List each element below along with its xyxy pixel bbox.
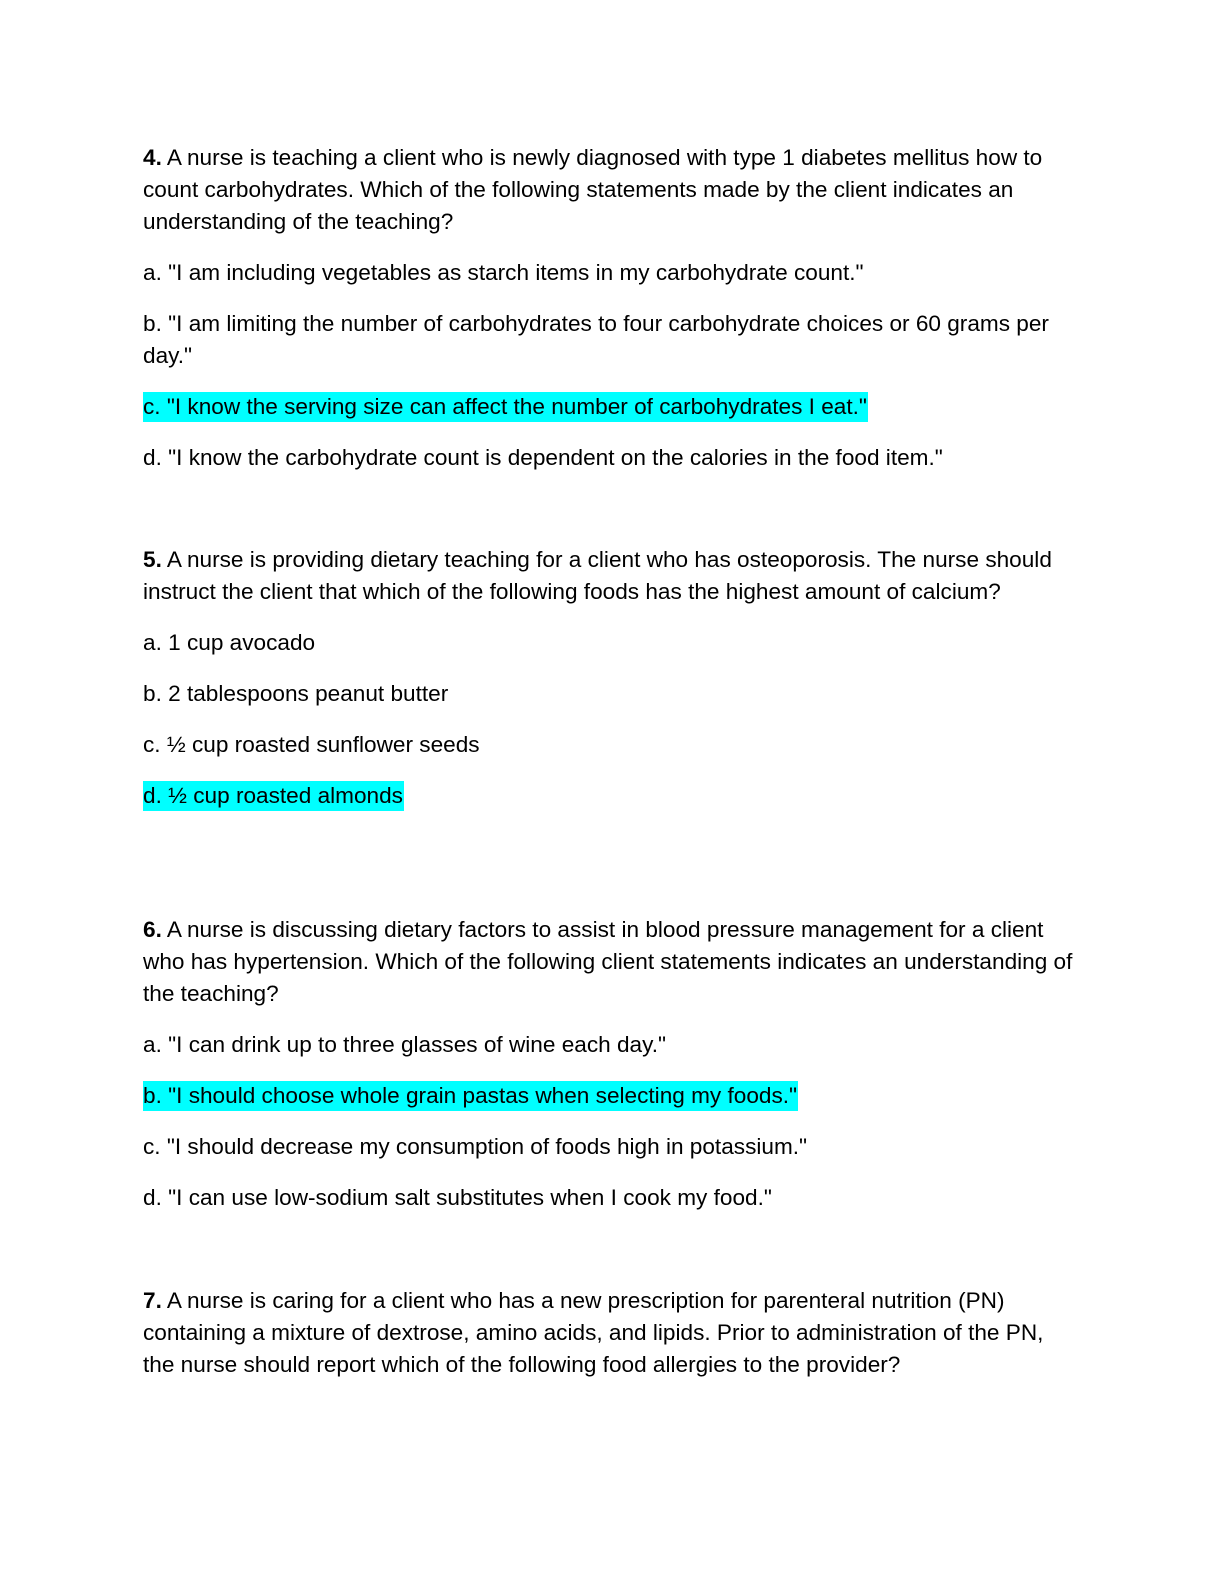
question-text: A nurse is providing dietary teaching for a client who has osteoporosis. The nurse should instruct the client that which of the following foods has the highest amount of calcium? xyxy=(143,547,1052,604)
option-text: b. 2 tablespoons peanut butter xyxy=(143,681,449,706)
question-stem xyxy=(143,142,1078,238)
highlighted-correct-answer: c. "I know the serving size can affect the number of carbohydrates I eat." xyxy=(143,392,868,422)
question-stem xyxy=(143,544,1078,608)
answer-option-b xyxy=(143,1080,1078,1112)
answer-option-b xyxy=(143,308,1078,372)
option-text: a. 1 cup avocado xyxy=(143,630,316,655)
highlighted-correct-answer: d. ½ cup roasted almonds xyxy=(143,781,404,811)
answer-option-b xyxy=(143,678,1078,710)
option-text: c. "I should decrease my consumption of foods high in potassium." xyxy=(143,1134,808,1159)
question-number: 5. xyxy=(143,547,162,572)
question-number: 4. xyxy=(143,145,162,170)
answer-option-c xyxy=(143,729,1078,761)
answer-option-a xyxy=(143,257,1078,289)
question-7 xyxy=(143,1285,1078,1381)
answer-option-c xyxy=(143,1131,1078,1163)
question-stem xyxy=(143,914,1078,1010)
option-text: a. "I can drink up to three glasses of wine each day." xyxy=(143,1032,667,1057)
answer-option-d xyxy=(143,1182,1078,1214)
question-text: A nurse is caring for a client who has a new prescription for parenteral nutrition (PN) containing a mixture of dextrose, amino acids, and lipids. Prior to administration of the PN, the nurse should report which of the following food allergies to the provider? xyxy=(143,1288,1044,1377)
question-stem xyxy=(143,1285,1078,1381)
answer-option-a xyxy=(143,627,1078,659)
answer-option-d xyxy=(143,780,1078,812)
question-number: 6. xyxy=(143,917,162,942)
question-6 xyxy=(143,914,1078,1214)
answer-option-a xyxy=(143,1029,1078,1061)
option-text: d. "I know the carbohydrate count is dependent on the calories in the food item." xyxy=(143,445,943,470)
option-text: c. ½ cup roasted sunflower seeds xyxy=(143,732,480,757)
question-number: 7. xyxy=(143,1288,162,1313)
question-5 xyxy=(143,544,1078,812)
option-text: d. "I can use low-sodium salt substitutes when I cook my food." xyxy=(143,1185,772,1210)
question-4 xyxy=(143,142,1078,474)
highlighted-correct-answer: b. "I should choose whole grain pastas when selecting my foods." xyxy=(143,1081,798,1111)
answer-option-d xyxy=(143,442,1078,474)
option-text: a. "I am including vegetables as starch items in my carbohydrate count." xyxy=(143,260,864,285)
question-text: A nurse is teaching a client who is newly diagnosed with type 1 diabetes mellitus how to count carbohydrates. Which of the following statements made by the client indicates an understanding of the teaching? xyxy=(143,145,1043,234)
option-text: b. "I am limiting the number of carbohydrates to four carbohydrate choices or 60 grams per day." xyxy=(143,311,1049,368)
answer-option-c xyxy=(143,391,1078,423)
question-text: A nurse is discussing dietary factors to assist in blood pressure management for a client who has hypertension. Which of the following client statements indicates an understanding of the teaching? xyxy=(143,917,1073,1006)
